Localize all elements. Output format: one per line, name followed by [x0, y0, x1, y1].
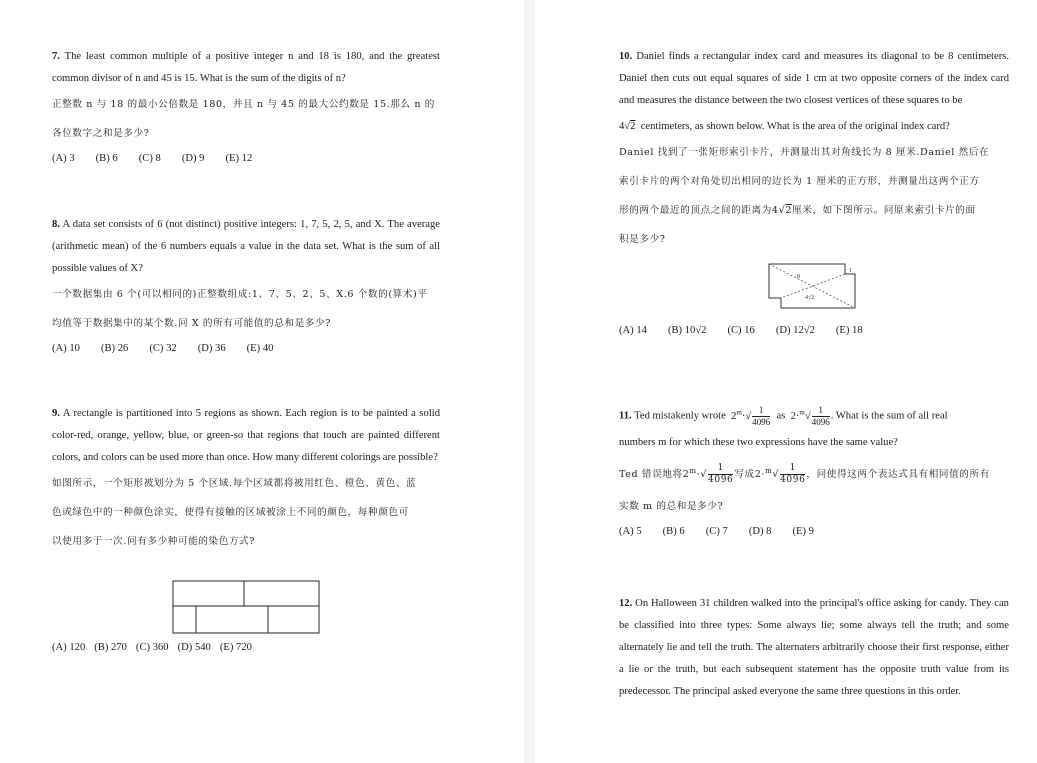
choice-e[interactable]: (E) 720 — [219, 642, 252, 653]
question-12-english: On Halloween 31 children walked into the principal's office asking for candy. They can be classified into three types: Some always lie; some always tell the truth; and some alternately lie and tell the truth. The alternaters arbitrarily choose their first response, either a lie or the truth, but each subsequent statement has the opposite truth value from its predecessor. The principal asked everyone the same three questions in this order. — [619, 598, 1009, 697]
q11-text-a: Ted mistakenly wrote — [634, 410, 726, 422]
choice-b[interactable]: (B) 270 — [94, 642, 127, 653]
frac-den: 4096 — [752, 416, 771, 427]
choice-d[interactable]: (D) 36 — [197, 343, 226, 354]
frac-num: 1 — [812, 405, 830, 417]
zh-prefix: Ted 错误地将 — [619, 468, 683, 480]
choice-c[interactable]: (C) 7 — [705, 525, 728, 537]
fraction — [780, 463, 805, 486]
choice-e[interactable]: (E) 40 — [246, 343, 274, 354]
choice-d[interactable]: (D) 540 — [177, 642, 211, 653]
choice-a[interactable]: (A) 14 — [619, 325, 647, 336]
question-number: 11. — [619, 410, 632, 422]
exponent: m — [689, 466, 697, 475]
fraction — [812, 405, 830, 428]
choice-c[interactable]: (C) 8 — [138, 153, 161, 164]
partitioned-rectangle-figure — [172, 580, 320, 634]
frac-den: 4096 — [708, 474, 734, 485]
question-8-text — [52, 214, 440, 280]
question-9-chinese-1: 如图所示，一个矩形被划分为 5 个区域.每个区域都将被用红色、橙色、黄色、蓝 — [52, 478, 417, 489]
choice-b[interactable]: (B) 6 — [95, 153, 118, 164]
question-11-line-2: numbers m for which these two expressions have the same value? — [619, 436, 898, 448]
question-8-english: A data set consists of 6 (not distinct) positive integers: 1, 7, 5, 2, 5, and X. The average (arithmetic mean) of the 6 numbers equals a value in the data set. What is the sum of all possible values of X? — [52, 219, 440, 274]
question-12 — [619, 593, 1009, 703]
label-8: 8 — [797, 274, 800, 280]
choice-e[interactable]: (E) 12 — [225, 153, 253, 164]
question-9-chinese-2: 色或绿色中的一种颜色涂实，使得有接触的区域被涂上不同的颜色，每种颜色可 — [52, 507, 409, 518]
question-9-choices-block — [52, 637, 440, 659]
zh-part-b: 厘米，如下图所示。问原来索引卡片的面 — [792, 205, 976, 216]
index-card-figure — [767, 262, 859, 312]
choice-b[interactable]: (B) 26 — [100, 343, 129, 354]
radicand: 2 — [630, 121, 636, 132]
question-7-chinese-2: 各位数字之和是多少? — [52, 128, 150, 139]
choice-e[interactable]: (E) 18 — [835, 325, 863, 336]
question-7-text — [52, 46, 440, 90]
question-10-chinese-2: 索引卡片的两个对角处切出相同的边长为 1 厘米的正方形，并测量出这两个正方 — [619, 176, 980, 187]
base: 2 — [754, 468, 762, 480]
question-7-choices — [52, 148, 440, 170]
question-number: 8. — [52, 219, 60, 230]
zh-mid: 写成 — [734, 468, 755, 480]
frac-num: 1 — [708, 463, 733, 475]
question-7-english: The least common multiple of a positive integer n and 18 is 180, and the greatest common divisor of n and 45 is 15. What is the sum of the digits of n? — [52, 51, 440, 84]
choice-a[interactable]: (A) 5 — [619, 525, 642, 537]
exponent: m — [736, 408, 742, 416]
choice-c[interactable]: (C) 32 — [149, 343, 177, 354]
question-9 — [52, 403, 440, 556]
base: 2 — [731, 410, 737, 422]
question-10 — [619, 46, 1009, 254]
choice-d[interactable]: (D) 8 — [748, 525, 772, 537]
zh-suffix: ，问使得这两个表达式具有相同值的所有 — [806, 468, 990, 480]
question-9-choices — [52, 637, 440, 659]
q11-text-b: . What is the sum of all real — [830, 410, 948, 422]
question-11-line-1 — [619, 397, 1009, 432]
card-diagonal — [769, 264, 855, 308]
choice-c[interactable]: (C) 16 — [727, 325, 755, 336]
question-10-choices — [619, 320, 1009, 342]
question-11-choices — [619, 521, 1009, 543]
four-root-two-math-zh: 4√2 — [771, 205, 793, 216]
expression-intended-zh: 2·$^m$√ $\frac{1}{4096}$ — [754, 462, 806, 485]
choice-a[interactable]: (A) 120 — [52, 642, 86, 653]
question-10-choices-block — [619, 320, 1009, 342]
frac-num: 1 — [752, 405, 770, 417]
page-right — [535, 0, 1037, 763]
four-root-two-math: 4√2 — [619, 121, 636, 132]
question-10-english-a: Daniel finds a rectangular index card and measures its diagonal to be 8 centimeters. Daniel then cuts out equal squares of side 1 cm at two opposite corners of the index card and measures the distance between the two closest vertices of these squares to be — [619, 51, 1009, 106]
choice-a[interactable]: (A) 3 — [52, 153, 75, 164]
page-gutter — [524, 0, 535, 763]
question-10-chinese-3 — [619, 196, 1009, 225]
question-10-chinese-1: Daniel 找到了一张矩形索引卡片，并测量出其对角线长为 8 厘米.Daniel 然后在 — [619, 147, 990, 158]
choice-d[interactable]: (D) 12√2 — [775, 325, 815, 336]
fraction — [752, 405, 770, 428]
question-8-chinese-1: 一个数据集由 6 个(可以相同的)正整数组成:1、7、5、2、5、X.6 个数的(算术)平 — [52, 289, 428, 300]
question-9-chinese-3: 以使用多于一次.问有多少种可能的染色方式? — [52, 536, 256, 547]
question-9-text — [52, 403, 440, 469]
question-number: 12. — [619, 598, 633, 609]
base: 2 — [682, 468, 690, 480]
coef: 4 — [619, 121, 625, 132]
q11-text-mid: as — [776, 410, 786, 422]
question-10-text-b — [619, 116, 1009, 138]
question-11 — [619, 397, 1009, 543]
label-diag: 4√2 — [805, 295, 815, 301]
choice-c[interactable]: (C) 360 — [135, 642, 169, 653]
root-index: m — [765, 466, 773, 475]
question-8-chinese-2: 均值等于数据集中的某个数.问 X 的所有可能值的总和是多少? — [52, 318, 331, 329]
question-number: 7. — [52, 51, 60, 62]
question-10-english-b: centimeters, as shown below. What is the area of the original index card? — [640, 121, 950, 132]
choice-b[interactable]: (B) 6 — [662, 525, 685, 537]
figure-outer-rect — [173, 581, 319, 633]
question-7-chinese-1: 正整数 n 与 18 的最小公倍数是 180，并且 n 与 45 的最大公约数是 15.那么 n 的 — [52, 99, 435, 110]
question-12-text — [619, 593, 1009, 703]
radicand: 2 — [785, 205, 793, 216]
question-8 — [52, 214, 440, 360]
question-number: 9. — [52, 408, 60, 419]
question-11-chinese-2: 实数 m 的总和是多少? — [619, 500, 724, 512]
frac-num: 1 — [780, 463, 805, 475]
question-10-chinese-4: 积是多少? — [619, 234, 666, 245]
expression-wrong-zh: $2^m\cdot√$ $\frac{1}{4096}$ — [682, 462, 734, 485]
question-11-chinese-1 — [619, 454, 1009, 492]
expression-intended: 2·$^m$√ $\frac{1}{4096}$ — [790, 404, 830, 427]
question-8-choices — [52, 338, 440, 360]
question-7 — [52, 46, 440, 170]
question-number: 10. — [619, 51, 633, 62]
question-10-text — [619, 46, 1009, 112]
choice-d[interactable]: (D) 9 — [181, 153, 205, 164]
base: 2 — [790, 410, 796, 422]
root-index: m — [799, 408, 805, 416]
zh-part-a: 形的两个最近的顶点之间的距离为 — [619, 205, 772, 216]
question-9-english: A rectangle is partitioned into 5 regions as shown. Each region is to be painted a solid color-red, orange, yellow, blue, or green-so that regions that touch are painted different colors, and colors can be used more than once. How many different colorings are possible? — [52, 408, 440, 463]
expression-wrong: $2^m\cdot√$ $\frac{1}{4096}$ — [731, 404, 771, 427]
fraction — [708, 463, 733, 486]
coef: 4 — [771, 205, 779, 216]
choice-e[interactable]: (E) 9 — [792, 525, 814, 537]
frac-den: 4096 — [811, 416, 830, 427]
choice-b[interactable]: (B) 10√2 — [667, 325, 707, 336]
choice-a[interactable]: (A) 10 — [52, 343, 80, 354]
frac-den: 4096 — [780, 474, 806, 485]
label-1: 1 — [849, 268, 852, 274]
